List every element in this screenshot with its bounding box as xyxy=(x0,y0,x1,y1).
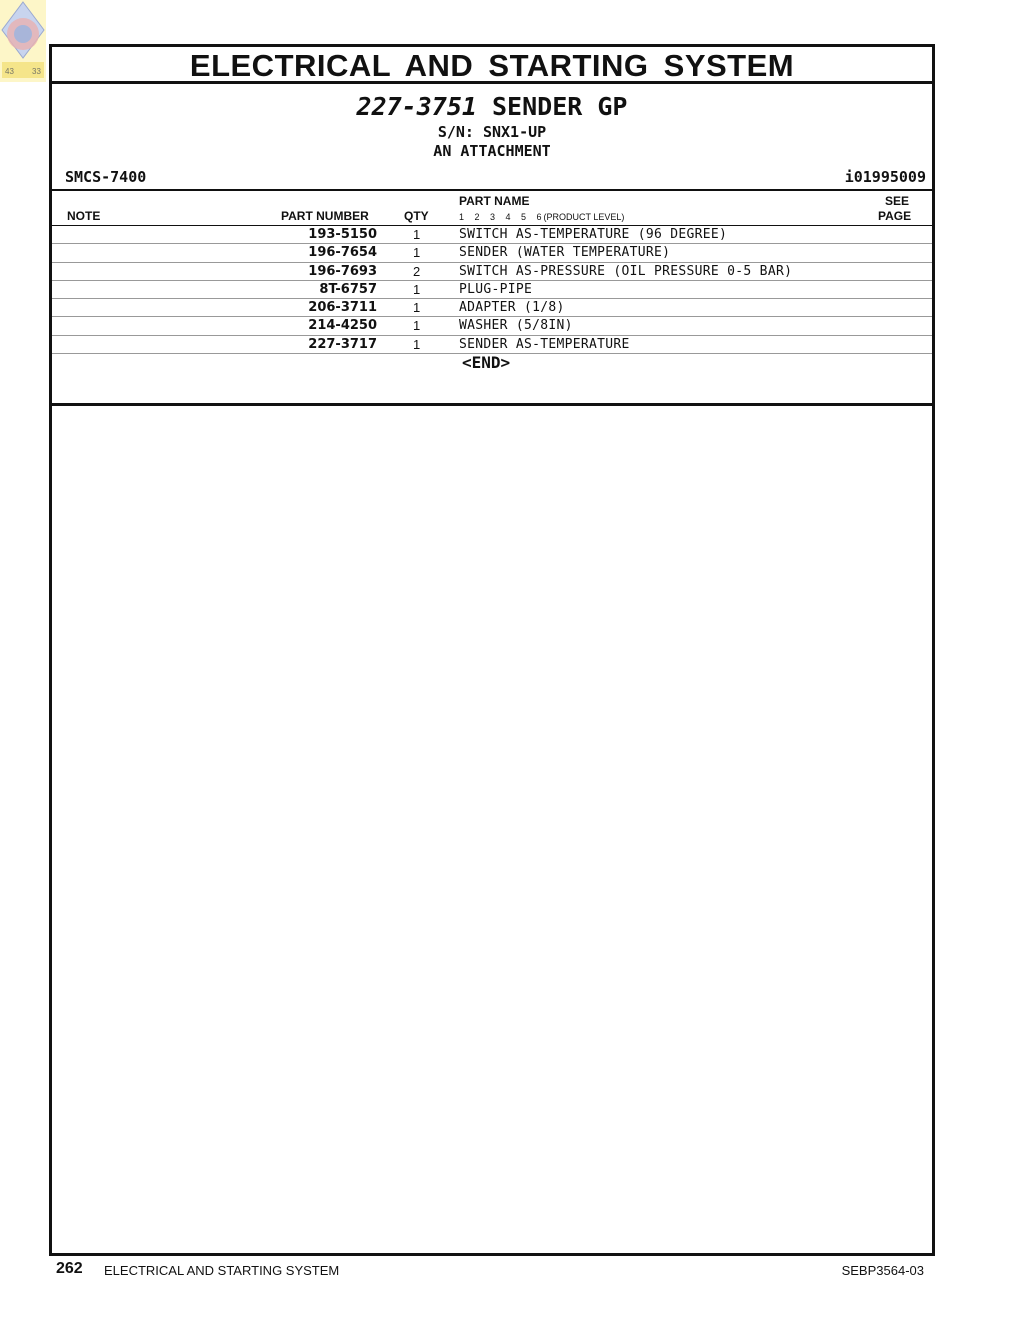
part-number-column-header: PART NUMBER xyxy=(281,209,369,223)
part-name: PLUG-PIPE xyxy=(459,281,533,297)
part-number: 214-4250 xyxy=(308,318,377,334)
part-name: WASHER (5/8IN) xyxy=(459,318,573,334)
part-name: ADAPTER (1/8) xyxy=(459,300,565,316)
group-title xyxy=(52,92,932,121)
part-number: 196-7693 xyxy=(308,263,377,279)
parts-table-body xyxy=(52,226,932,354)
table-row xyxy=(52,263,932,281)
part-qty: 1 xyxy=(413,281,421,297)
publisher-logo xyxy=(0,0,46,82)
illustration-id: i01995009 xyxy=(844,168,926,186)
end-marker: <END> xyxy=(462,353,511,372)
part-number: 8T-6757 xyxy=(319,281,377,297)
part-qty: 1 xyxy=(413,245,421,261)
product-level-numbers: 1 2 3 4 5 6 xyxy=(459,212,542,222)
part-name: SENDER (WATER TEMPERATURE) xyxy=(459,245,671,261)
part-qty: 1 xyxy=(413,318,421,334)
section-title: ELECTRICAL AND STARTING SYSTEM xyxy=(52,47,932,84)
section-divider xyxy=(52,403,932,406)
part-qty: 2 xyxy=(413,263,421,279)
see-column-header: SEE xyxy=(884,194,909,208)
attachment-label: AN ATTACHMENT xyxy=(433,142,551,160)
parts-page-frame xyxy=(49,44,935,1256)
part-qty: 1 xyxy=(413,336,421,352)
part-number: 196-7654 xyxy=(308,245,377,261)
product-level-label: (PRODUCT LEVEL) xyxy=(543,212,625,222)
part-qty: 1 xyxy=(413,227,421,242)
part-qty: 1 xyxy=(413,300,421,316)
document-id: SEBP3564-03 xyxy=(841,1263,924,1278)
note-column-header: NOTE xyxy=(67,209,101,223)
part-name-column-header: PART NAME xyxy=(459,194,530,208)
product-level-header xyxy=(459,212,624,222)
page-number: 262 xyxy=(56,1260,83,1277)
footer-title: ELECTRICAL AND STARTING SYSTEM xyxy=(104,1263,340,1278)
table-row xyxy=(52,281,932,299)
table-row xyxy=(52,299,932,317)
serial-number-range: S/N: SNX1-UP xyxy=(437,123,547,141)
part-number: 193-5150 xyxy=(308,227,377,242)
part-number: 206-3711 xyxy=(308,300,377,316)
table-row xyxy=(52,317,932,335)
table-row xyxy=(52,226,932,244)
group-header xyxy=(52,84,932,191)
part-name: SWITCH AS-TEMPERATURE (96 DEGREE) xyxy=(459,227,728,242)
part-name: SWITCH AS-PRESSURE (OIL PRESSURE 0-5 BAR) xyxy=(459,263,793,279)
page-footer xyxy=(0,1260,1020,1280)
smcs-code: SMCS-7400 xyxy=(65,168,147,186)
table-row xyxy=(52,244,932,262)
group-number: 227-3751 xyxy=(356,92,477,121)
table-row xyxy=(52,336,932,354)
logo-left-number: 43 xyxy=(5,67,14,76)
qty-column-header: QTY xyxy=(404,209,429,223)
group-name: SENDER GP xyxy=(492,92,628,121)
part-number: 227-3717 xyxy=(308,336,377,352)
part-name: SENDER AS-TEMPERATURE xyxy=(459,336,630,352)
logo-right-number: 33 xyxy=(32,67,41,76)
parts-table-header xyxy=(52,191,932,226)
page-column-header: PAGE xyxy=(878,209,912,223)
